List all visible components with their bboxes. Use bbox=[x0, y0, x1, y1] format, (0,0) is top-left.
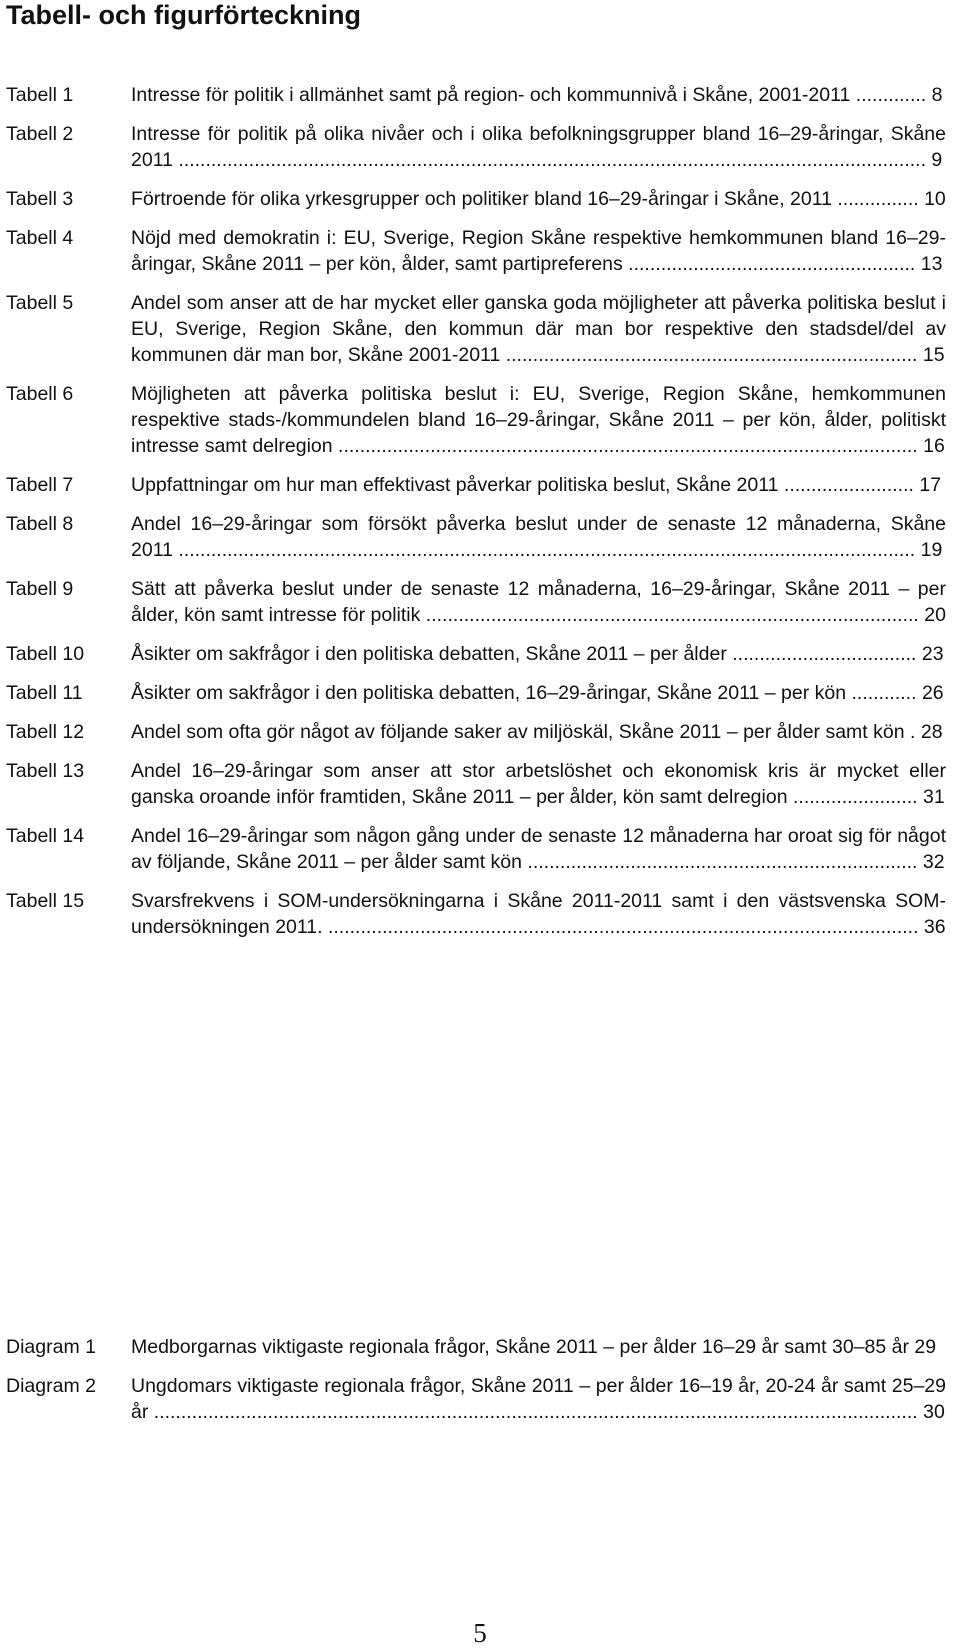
toc-entry-label: Tabell 5 bbox=[6, 292, 74, 314]
toc-entry-title: Åsikter om sakfrågor i den politiska debatten, Skåne 2011 – per ålder bbox=[131, 643, 727, 665]
toc-entry[interactable] bbox=[6, 576, 960, 628]
toc-entry-title: Andel som anser att de har mycket eller ganska goda möjligheter att påverka politiska beslut i EU, Sverige, Region Skåne, den kommun där man bor respektive den stadsdel/del av kommunen där man bor, Skåne 2001-2011 bbox=[131, 292, 946, 366]
toc-entry-text bbox=[131, 121, 946, 173]
toc-entry-text bbox=[131, 511, 946, 563]
toc-entry-title: Svarsfrekvens i SOM-undersökningarna i Skåne 2011-2011 samt i den västsvenska SOM-undersökningen 2011. bbox=[131, 890, 946, 938]
toc-entry-label: Diagram 1 bbox=[6, 1336, 96, 1358]
toc-entry-page: 17 bbox=[919, 474, 942, 496]
toc-entry-title: Andel 16–29-åringar som någon gång under de senaste 12 månaderna har oroat sig för något av följande, Skåne 2011 – per ålder samt kön bbox=[131, 825, 946, 873]
page-title: Tabell- och figurförteckning bbox=[6, 0, 362, 30]
toc-entry-label: Tabell 7 bbox=[6, 474, 74, 496]
toc-entry[interactable] bbox=[6, 511, 960, 563]
toc-entry-title: Åsikter om sakfrågor i den politiska debatten, 16–29-åringar, Skåne 2011 – per kön bbox=[131, 682, 847, 704]
dot-leader: ....................... bbox=[787, 786, 924, 808]
toc-entry-label: Diagram 2 bbox=[6, 1375, 96, 1397]
toc-entry-title: Medborgarnas viktigaste regionala frågor, Skåne 2011 – per ålder 16–29 år samt 30–85 år bbox=[131, 1336, 909, 1358]
toc-entry-label: Tabell 2 bbox=[6, 123, 74, 145]
dot-leader: ........................................................................................................................................ bbox=[172, 539, 921, 561]
toc-entry-text bbox=[131, 758, 946, 810]
toc-entry-label: Tabell 6 bbox=[6, 383, 74, 405]
toc-entry-page: 23 bbox=[921, 643, 944, 665]
toc-entry[interactable] bbox=[6, 823, 960, 875]
toc-entry-text bbox=[131, 680, 946, 706]
dot-leader: .......................................................................................................................................... bbox=[172, 149, 932, 171]
toc-entry[interactable] bbox=[6, 186, 960, 212]
toc-entry[interactable] bbox=[6, 680, 960, 706]
toc-entry-text bbox=[131, 225, 946, 277]
table-list bbox=[6, 82, 960, 953]
toc-entry-label: Tabell 4 bbox=[6, 227, 74, 249]
toc-entry-page: 30 bbox=[923, 1401, 945, 1423]
toc-entry-text bbox=[131, 823, 946, 875]
toc-entry[interactable] bbox=[6, 121, 960, 173]
toc-entry[interactable] bbox=[6, 381, 960, 459]
toc-entry-title: Andel 16–29-åringar som anser att stor arbetslöshet och ekonomisk kris är mycket eller ganska oroande inför framtiden, Skåne 2011 – per ålder, kön samt delregion bbox=[131, 760, 946, 808]
dot-leader: ........................................................................ bbox=[521, 851, 923, 873]
toc-entry-page: 32 bbox=[922, 851, 945, 873]
toc-entry-label: Tabell 14 bbox=[6, 825, 85, 847]
toc-entry-label: Tabell 15 bbox=[6, 890, 85, 912]
toc-entry-page: 15 bbox=[922, 344, 945, 366]
dot-leader: ........................ bbox=[778, 474, 920, 496]
toc-entry-label: Tabell 8 bbox=[6, 513, 74, 535]
dot-leader: ........................................................................................................... bbox=[332, 435, 924, 457]
toc-entry-title: Förtroende för olika yrkesgrupper och politiker bland 16–29-åringar i Skåne, 2011 bbox=[131, 188, 832, 210]
toc-entry-label: Tabell 11 bbox=[6, 682, 83, 704]
toc-entry-title: Uppfattningar om hur man effektivast påverkar politiska beslut, Skåne 2011 bbox=[131, 474, 779, 496]
toc-entry-page: 9 bbox=[931, 149, 943, 171]
toc-entry-page: 29 bbox=[914, 1336, 937, 1358]
toc-entry-text bbox=[131, 82, 946, 108]
toc-entry-text bbox=[131, 576, 946, 628]
toc-entry-page: 28 bbox=[920, 721, 943, 743]
toc-entry-title: Andel 16–29-åringar som försökt påverka beslut under de senaste 12 månaderna, Skåne 2011 bbox=[131, 513, 946, 561]
toc-entry-page: 26 bbox=[921, 682, 944, 704]
diagram-list bbox=[6, 1334, 960, 1438]
toc-entry-page: 8 bbox=[931, 84, 943, 106]
dot-leader: ............................................................................................................. bbox=[322, 916, 924, 938]
toc-entry-text bbox=[131, 186, 946, 212]
toc-entry-text bbox=[131, 1373, 946, 1425]
dot-leader: ........................................................................................... bbox=[420, 604, 925, 626]
toc-entry-text bbox=[131, 290, 946, 368]
toc-entry[interactable] bbox=[6, 472, 960, 498]
toc-entry-label: Tabell 9 bbox=[6, 578, 74, 600]
dot-leader: ............................................................................................................................................. bbox=[148, 1401, 924, 1423]
toc-entry-page: 36 bbox=[923, 916, 946, 938]
toc-entry-page: 19 bbox=[920, 539, 943, 561]
toc-entry-label: Tabell 13 bbox=[6, 760, 85, 782]
toc-entry[interactable] bbox=[6, 758, 960, 810]
dot-leader: ............. bbox=[850, 84, 932, 106]
toc-entry-label: Tabell 1 bbox=[6, 84, 74, 106]
toc-entry[interactable] bbox=[6, 888, 960, 940]
toc-entry-title: Andel som ofta gör något av följande saker av miljöskäl, Skåne 2011 – per ålder samt kön bbox=[131, 721, 905, 743]
page-number: 5 bbox=[473, 1618, 487, 1648]
toc-entry-label: Tabell 3 bbox=[6, 188, 74, 210]
toc-entry[interactable] bbox=[6, 1334, 960, 1360]
toc-entry-title: Intresse för politik på olika nivåer och i olika befolkningsgrupper bland 16–29-åringar, Skåne 2011 bbox=[131, 123, 946, 171]
toc-entry[interactable] bbox=[6, 1373, 960, 1425]
dot-leader: ............... bbox=[831, 188, 925, 210]
dot-leader: . bbox=[904, 721, 921, 743]
toc-entry[interactable] bbox=[6, 719, 960, 745]
toc-entry-title: Sätt att påverka beslut under de senaste 12 månaderna, 16–29-åringar, Skåne 2011 – per ålder, kön samt intresse för politik bbox=[131, 578, 946, 626]
toc-entry-text bbox=[131, 719, 946, 745]
toc-entry-page: 16 bbox=[923, 435, 945, 457]
toc-entry-text bbox=[131, 472, 946, 498]
dot-leader: .................................. bbox=[726, 643, 922, 665]
toc-entry[interactable] bbox=[6, 290, 960, 368]
toc-entry-text bbox=[131, 641, 946, 667]
dot-leader: ............................................................................ bbox=[500, 344, 923, 366]
toc-entry-text bbox=[131, 888, 946, 940]
toc-entry-text bbox=[131, 1334, 946, 1360]
toc-entry-page: 31 bbox=[923, 786, 945, 808]
toc-entry-title: Möjligheten att påverka politiska beslut i: EU, Sverige, Region Skåne, hemkommunen respektive stads-/kommundelen bland 16–29-åringar, Skåne 2011 – per kön, ålder, politiskt intresse samt delregion bbox=[131, 383, 946, 457]
toc-entry-page: 13 bbox=[920, 253, 943, 275]
toc-entry[interactable] bbox=[6, 225, 960, 277]
toc-entry[interactable] bbox=[6, 82, 960, 108]
toc-entry-title: Ungdomars viktigaste regionala frågor, Skåne 2011 – per ålder 16–19 år, 20-24 år samt 25–29 år bbox=[131, 1375, 946, 1423]
toc-entry-title: Intresse för politik i allmänhet samt på region- och kommunnivå i Skåne, 2001-2011 bbox=[131, 84, 851, 106]
toc-entry[interactable] bbox=[6, 641, 960, 667]
toc-entry-label: Tabell 12 bbox=[6, 721, 85, 743]
dot-leader: ..................................................... bbox=[622, 253, 921, 275]
toc-entry-title: Nöjd med demokratin i: EU, Sverige, Region Skåne respektive hemkommunen bland 16–29-åringar, Skåne 2011 – per kön, ålder, samt partipreferens bbox=[131, 227, 946, 275]
toc-entry-page: 20 bbox=[924, 604, 946, 626]
toc-entry-label: Tabell 10 bbox=[6, 643, 85, 665]
toc-entry-page: 10 bbox=[924, 188, 946, 210]
toc-entry-text bbox=[131, 381, 946, 459]
dot-leader: ............ bbox=[846, 682, 922, 704]
